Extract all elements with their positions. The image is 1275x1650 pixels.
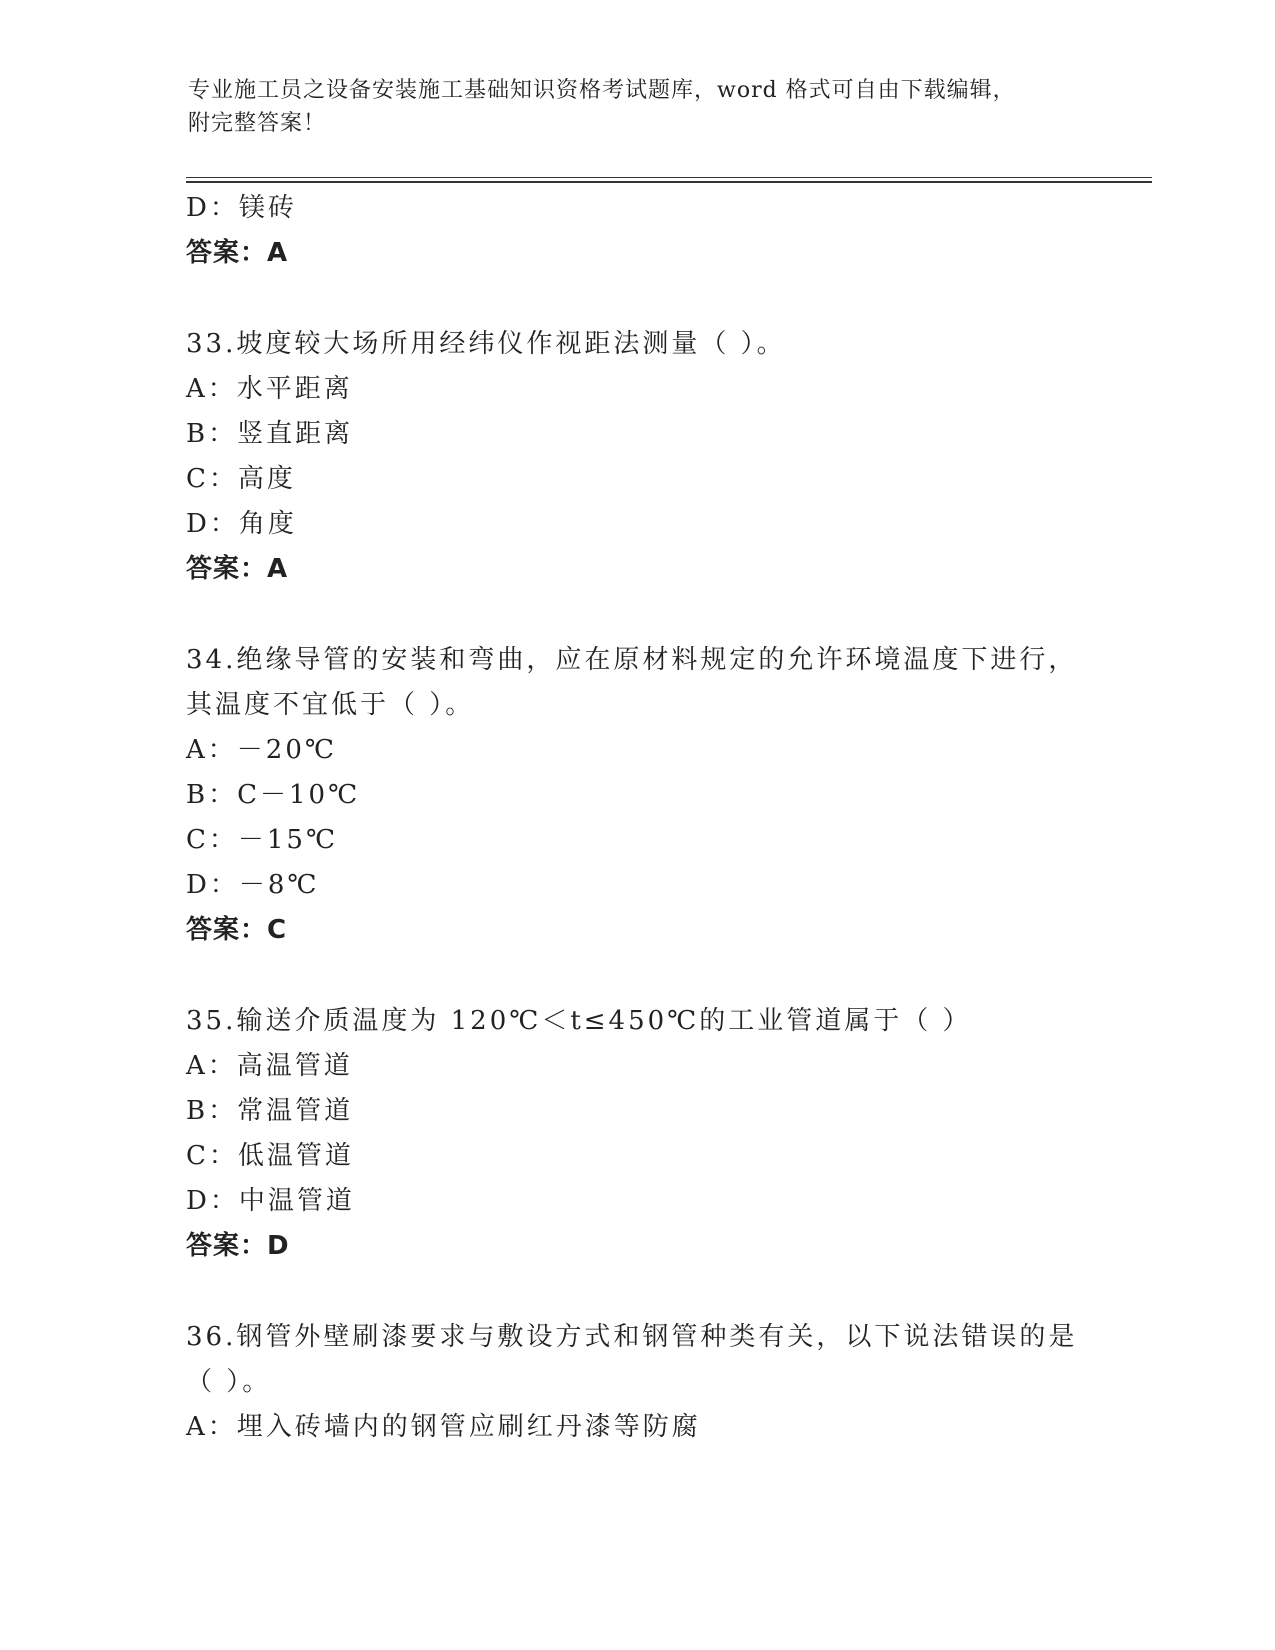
answer-q33: 答案：A <box>186 554 289 584</box>
option-c-q33: C：高度 <box>186 464 296 494</box>
option-c-q35: C：低温管道 <box>186 1141 354 1171</box>
option-a-q34: A：－20℃ <box>186 735 337 765</box>
option-d-q34: D：－8℃ <box>186 870 320 900</box>
question-36-line-2: （ ）。 <box>186 1367 272 1397</box>
option-b-q35: B：常温管道 <box>186 1096 354 1126</box>
answer-q32: 答案：A <box>186 238 289 268</box>
document-header <box>188 74 1068 140</box>
option-b-q33: B：竖直距离 <box>186 419 354 449</box>
answer-q35: 答案：D <box>186 1231 290 1261</box>
answer-q34: 答案：C <box>186 915 288 945</box>
header-line-1: 专业施工员之设备安装施工基础知识资格考试题库，word 格式可自由下载编辑， <box>188 78 1016 103</box>
header-divider-thick <box>186 181 1152 183</box>
header-line-2: 附完整答案！ <box>188 111 327 136</box>
option-d-q33: D：角度 <box>186 509 297 539</box>
option-b-q34: B：C－10℃ <box>186 780 361 810</box>
option-d-q32: D：镁砖 <box>186 193 297 223</box>
header-divider-thin <box>186 177 1152 178</box>
question-34-line-2: 其温度不宜低于（ ）。 <box>186 690 475 720</box>
question-34-line-1: 34.绝缘导管的安装和弯曲，应在原材料规定的允许环境温度下进行， <box>186 645 1078 675</box>
question-33: 33.坡度较大场所用经纬仪作视距法测量（ ）。 <box>186 329 786 359</box>
question-35: 35.输送介质温度为 120℃＜t≤450℃的工业管道属于（ ） <box>186 1006 972 1036</box>
option-d-q35: D：中温管道 <box>186 1186 355 1216</box>
option-a-q33: A：水平距离 <box>186 374 353 404</box>
option-a-q35: A：高温管道 <box>186 1051 353 1081</box>
option-a-q36: A：埋入砖墙内的钢管应刷红丹漆等防腐 <box>186 1412 701 1442</box>
option-c-q34: C：－15℃ <box>186 825 339 855</box>
question-36-line-1: 36.钢管外壁刷漆要求与敷设方式和钢管种类有关，以下说法错误的是 <box>186 1322 1078 1352</box>
